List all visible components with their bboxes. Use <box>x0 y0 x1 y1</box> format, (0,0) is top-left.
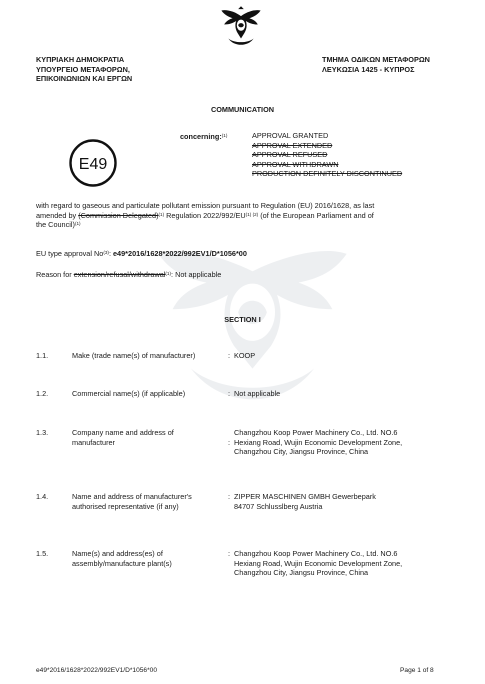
reason-label: Reason for <box>36 270 74 279</box>
row-value: ZIPPER MASCHINEN GMBH Gewerbepark 84707 Schlusslberg Austria <box>234 492 376 511</box>
regard-line <box>36 220 456 230</box>
reason-colon: : <box>171 270 174 279</box>
regard-line: with regard to gaseous and particulate pollutant emission pursuant to Regulation (EU) 2016/1628, as last <box>36 201 375 210</box>
row-label: Company name and address of manufacturer <box>72 428 174 447</box>
concerning-item: PRODUCTION DEFINITELY DISCONTINUED <box>252 169 403 179</box>
approval-label: EU type approval No <box>36 249 104 258</box>
row-colon: : <box>228 438 231 447</box>
concerning-item: APPROVAL WITHDRAWN <box>252 159 339 169</box>
seal-text: E49 <box>78 156 108 173</box>
row-value: Changzhou Koop Power Machinery Co., Ltd. NO.6 Hexiang Road, Wujin Economic Development Zone, Changzhou City, Jiangsu Province, China <box>234 428 403 457</box>
footer-right: Page 1 of 8 <box>400 667 434 674</box>
row-label: Commercial name(s) (if applicable) <box>72 389 186 398</box>
reason-value: Not applicable <box>175 270 222 279</box>
row-number: 1.2. <box>36 389 49 398</box>
section-title: SECTION I <box>224 315 261 324</box>
regard-text: (of the European Parliament and of <box>258 210 374 220</box>
footnote-ref: (1) <box>74 221 81 227</box>
row-value: KOOP <box>234 351 256 360</box>
row-number: 1.3. <box>36 428 49 437</box>
row-label: Name(s) and address(es) of assembly/manufacture plant(s) <box>72 549 172 568</box>
header-right-line: ΛΕΥΚΩΣΙΑ 1425 - ΚΥΠΡΟΣ <box>322 64 415 74</box>
approval-number-line <box>36 249 247 259</box>
header-left <box>36 55 132 84</box>
footnote-ref: (3) <box>103 250 109 255</box>
row-colon: : <box>228 389 231 398</box>
row-number: 1.1. <box>36 351 49 360</box>
reason-struck-text: extension/refusal/withdrawal <box>73 270 166 279</box>
row-value: Not applicable <box>234 389 281 398</box>
row-label: Make (trade name(s) of manufacturer) <box>72 351 196 360</box>
regard-text: amended by <box>36 210 79 220</box>
regard-struck-text: (Commission Delegated) <box>78 210 159 220</box>
header-right-line: ΤΜΗΜΑ ΟΔΙΚΩΝ ΜΕΤΑΦΟΡΩΝ <box>322 55 430 64</box>
page-title: COMMUNICATION <box>210 105 275 114</box>
regard-line <box>36 211 456 221</box>
row-colon: : <box>228 549 231 558</box>
row-number: 1.4. <box>36 492 49 501</box>
row-label: Name and address of manufacturer's authorised representative (if any) <box>72 492 192 511</box>
footer-left: e49*2016/1628*2022/992EV1/D*1056*00 <box>36 667 157 674</box>
concerning-item: APPROVAL GRANTED <box>252 131 329 140</box>
header-left-line: ΥΠΟΥΡΓΕΙΟ ΜΕΤΑΦΟΡΩΝ, <box>36 64 130 74</box>
footnote-ref: (1) <box>221 133 228 138</box>
regard-text: Regulation 2022/992/EU <box>164 210 246 220</box>
concerning-item: APPROVAL EXTENDED <box>252 140 333 150</box>
concerning-item: APPROVAL REFUSED <box>252 150 328 160</box>
footnote-ref: (1) <box>158 211 165 217</box>
regard-paragraph <box>36 201 456 230</box>
regard-text: the Council) <box>36 220 75 230</box>
header-left-line: ΚΥΠΡΙΑΚΗ ΔΗΜΟΚΡΑΤΙΑ <box>36 55 125 64</box>
approval-colon: : <box>108 249 111 258</box>
header-right <box>322 55 430 74</box>
row-value: Changzhou Koop Power Machinery Co., Ltd. NO.6 Hexiang Road, Wujin Economic Development Zone, Changzhou City, Jiangsu Province, China <box>234 549 403 578</box>
concerning-list <box>252 131 402 179</box>
footnote-ref: (1) <box>165 271 172 276</box>
row-colon: : <box>228 492 231 501</box>
cyprus-coat-of-arms-icon <box>220 6 262 50</box>
row-number: 1.5. <box>36 549 49 558</box>
concerning-label <box>180 132 227 142</box>
header-left-line: ΕΠΙΚΟΙΝΩΝΙΩΝ ΚΑΙ ΕΡΓΩΝ <box>36 74 133 84</box>
e-approval-mark-icon <box>68 138 118 188</box>
footnote-ref: (1) (2) <box>245 211 259 217</box>
reason-line <box>36 270 221 280</box>
row-colon: : <box>228 351 231 360</box>
approval-number: e49*2016/1628*2022/992EV1/D*1056*00 <box>113 249 247 258</box>
concerning-text: concerning: <box>180 132 222 141</box>
